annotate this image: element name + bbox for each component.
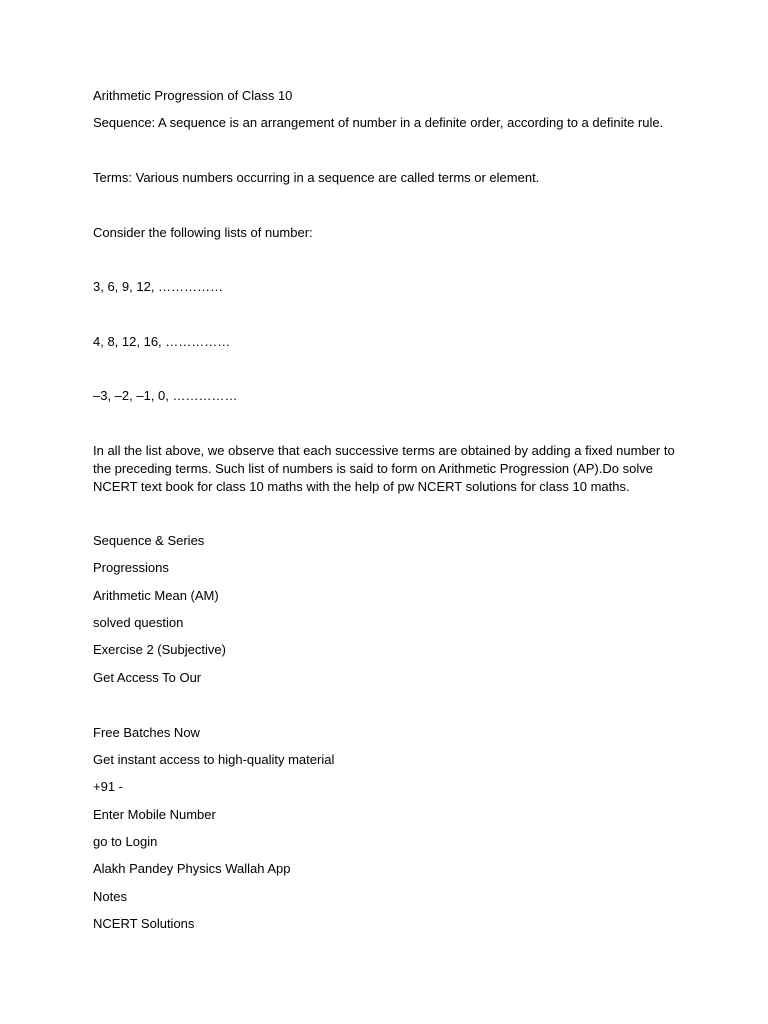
login-link[interactable]: go to Login (93, 834, 158, 849)
instant-access-text: Get instant access to high-quality material (93, 752, 335, 767)
observation-line: the preceding terms. Such list of numbers is said to form on Arithmetic Progression (AP).Do solve (93, 461, 653, 476)
observation-line: In all the list above, we observe that each successive terms are obtained by adding a fixed number to (93, 443, 675, 458)
terms-definition: Terms: Various numbers occurring in a sequence are called terms or element. (93, 170, 540, 185)
app-link[interactable]: Alakh Pandey Physics Wallah App (93, 861, 291, 876)
notes-link[interactable]: Notes (93, 889, 127, 904)
link-progressions[interactable]: Progressions (93, 560, 169, 575)
number-list-3: –3, –2, –1, 0, …………… (93, 388, 238, 403)
observation-line: NCERT text book for class 10 maths with the help of pw NCERT solutions for class 10 maths. (93, 479, 630, 494)
number-list-2: 4, 8, 12, 16, …………… (93, 334, 231, 349)
get-access-text: Get Access To Our (93, 670, 202, 685)
consider-text: Consider the following lists of number: (93, 225, 313, 240)
observation-paragraph (93, 442, 683, 496)
link-solved-question[interactable]: solved question (93, 615, 184, 630)
country-code: +91 - (93, 779, 123, 794)
link-sequence-series[interactable]: Sequence & Series (93, 533, 205, 548)
sequence-definition: Sequence: A sequence is an arrangement of number in a definite order, according to a definite rule. (93, 115, 664, 130)
mobile-number-field[interactable]: Enter Mobile Number (93, 807, 216, 822)
link-exercise-2[interactable]: Exercise 2 (Subjective) (93, 642, 226, 657)
free-batches-text: Free Batches Now (93, 725, 200, 740)
document-title: Arithmetic Progression of Class 10 (93, 88, 293, 103)
link-arithmetic-mean[interactable]: Arithmetic Mean (AM) (93, 588, 219, 603)
number-list-1: 3, 6, 9, 12, …………… (93, 279, 224, 294)
ncert-solutions-link[interactable]: NCERT Solutions (93, 916, 195, 931)
